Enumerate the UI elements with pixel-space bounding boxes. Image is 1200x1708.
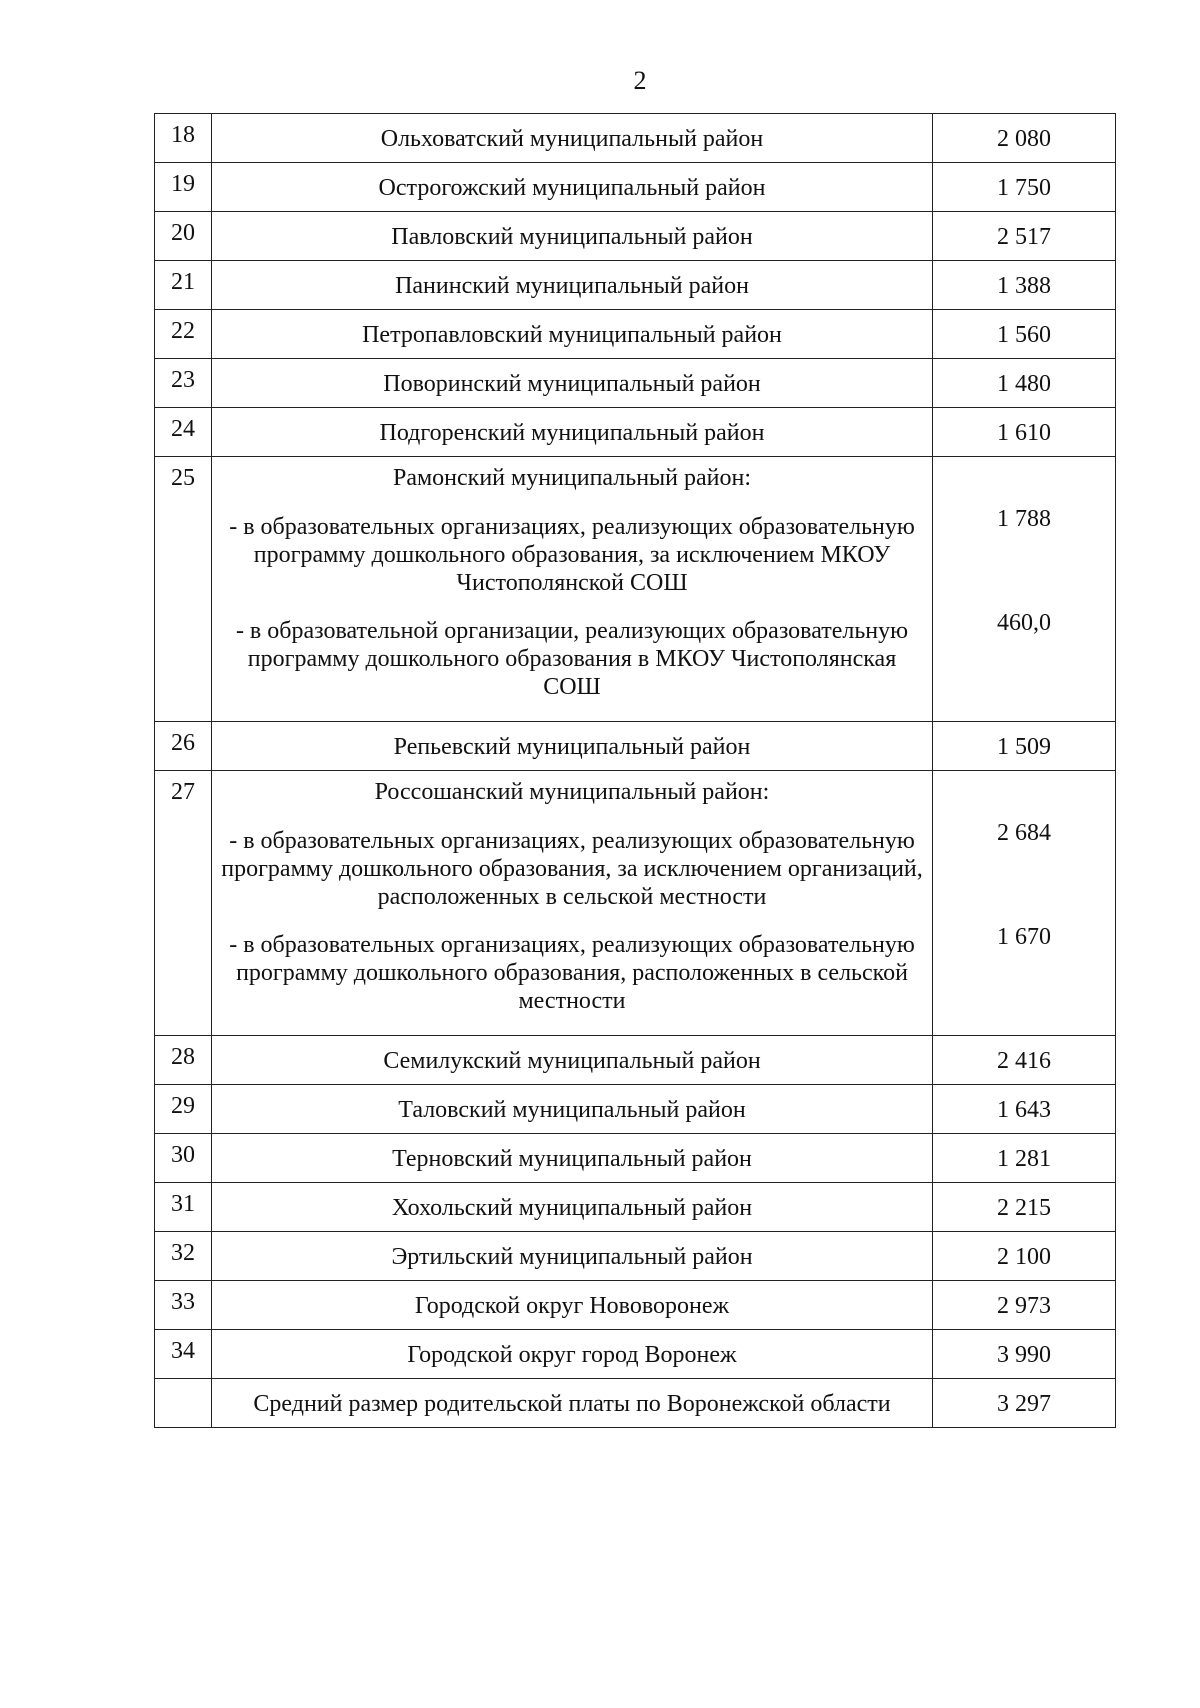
sub-item-text: - в образовательных организациях, реализующих образовательную программу дошкольного образования, за исключением МКОУ Чистополянской СОШ — [229, 514, 915, 596]
district-name: Поворинский муниципальный район — [212, 359, 933, 408]
district-name: Репьевский муниципальный район — [212, 722, 933, 771]
table-row — [155, 1183, 1116, 1232]
fee-value: 2 517 — [933, 212, 1116, 261]
district-group-cell — [212, 771, 933, 1036]
fee-value: 1 560 — [933, 310, 1116, 359]
table-row — [155, 212, 1116, 261]
district-name: Подгоренский муниципальный район — [212, 408, 933, 457]
table-row — [155, 408, 1116, 457]
table-row — [155, 310, 1116, 359]
fee-value: 1 670 — [997, 924, 1051, 950]
row-number: 27 — [155, 771, 212, 1036]
sub-item-text: - в образовательной организации, реализующих образовательную программу дошкольного образования в МКОУ Чистополянская СОШ — [235, 618, 909, 700]
table-row — [155, 359, 1116, 408]
district-name: Рамонский муниципальный район: — [392, 465, 752, 491]
row-number: 29 — [155, 1085, 212, 1134]
table-row — [155, 163, 1116, 212]
total-label: Средний размер родительской платы по Воронежской области — [212, 1379, 933, 1428]
row-number: 22 — [155, 310, 212, 359]
district-name: Панинский муниципальный район — [212, 261, 933, 310]
fee-value: 2 416 — [933, 1036, 1116, 1085]
district-name: Петропавловский муниципальный район — [212, 310, 933, 359]
fee-table — [154, 113, 1116, 1428]
row-number: 34 — [155, 1330, 212, 1379]
district-name: Россошанский муниципальный район: — [374, 779, 770, 805]
total-value: 3 297 — [933, 1379, 1116, 1428]
table-row-group — [155, 771, 1116, 1036]
fee-value: 1 750 — [933, 163, 1116, 212]
fee-value: 2 684 — [997, 820, 1051, 846]
fee-value: 1 643 — [933, 1085, 1116, 1134]
fee-group-cell — [933, 457, 1116, 722]
table-row — [155, 1330, 1116, 1379]
row-number: 33 — [155, 1281, 212, 1330]
table-row — [155, 722, 1116, 771]
fee-value: 1 610 — [933, 408, 1116, 457]
page-number: 2 — [633, 66, 647, 95]
row-number: 26 — [155, 722, 212, 771]
fee-value: 3 990 — [933, 1330, 1116, 1379]
row-number: 32 — [155, 1232, 212, 1281]
fee-value: 1 509 — [933, 722, 1116, 771]
table-row — [155, 1281, 1116, 1330]
district-name: Ольховатский муниципальный район — [212, 114, 933, 163]
fee-value: 2 215 — [933, 1183, 1116, 1232]
district-name: Таловский муниципальный район — [212, 1085, 933, 1134]
row-number: 18 — [155, 114, 212, 163]
table-row — [155, 1085, 1116, 1134]
row-number: 28 — [155, 1036, 212, 1085]
district-name: Семилукский муниципальный район — [212, 1036, 933, 1085]
district-name: Терновский муниципальный район — [212, 1134, 933, 1183]
table-row — [155, 1134, 1116, 1183]
fee-value: 2 973 — [933, 1281, 1116, 1330]
district-name: Хохольский муниципальный район — [212, 1183, 933, 1232]
table-row — [155, 1232, 1116, 1281]
row-number — [155, 1379, 212, 1428]
row-number: 30 — [155, 1134, 212, 1183]
row-number: 23 — [155, 359, 212, 408]
district-name: Городской округ Нововоронеж — [212, 1281, 933, 1330]
fee-value: 1 480 — [933, 359, 1116, 408]
district-name: Павловский муниципальный район — [212, 212, 933, 261]
sub-item-text: - в образовательных организациях, реализующих образовательную программу дошкольного образования, расположенных в сельской местности — [229, 932, 915, 1014]
fee-group-cell — [933, 771, 1116, 1036]
sub-item-text: - в образовательных организациях, реализующих образовательную программу дошкольного образования, за исключением организаций, расположенных в сельской местности — [221, 828, 923, 910]
row-number: 20 — [155, 212, 212, 261]
district-name: Острогожский муниципальный район — [212, 163, 933, 212]
table-row — [155, 114, 1116, 163]
row-number: 19 — [155, 163, 212, 212]
table-row — [155, 261, 1116, 310]
district-name: Городской округ город Воронеж — [212, 1330, 933, 1379]
fee-value: 2 080 — [933, 114, 1116, 163]
table-row-total — [155, 1379, 1116, 1428]
fee-value: 1 788 — [997, 506, 1051, 532]
table-row — [155, 1036, 1116, 1085]
fee-value: 460,0 — [997, 610, 1051, 636]
row-number: 31 — [155, 1183, 212, 1232]
row-number: 25 — [155, 457, 212, 722]
row-number: 24 — [155, 408, 212, 457]
fee-value: 1 281 — [933, 1134, 1116, 1183]
district-group-cell — [212, 457, 933, 722]
fee-value: 1 388 — [933, 261, 1116, 310]
district-name: Эртильский муниципальный район — [212, 1232, 933, 1281]
table-row-group — [155, 457, 1116, 722]
row-number: 21 — [155, 261, 212, 310]
fee-value: 2 100 — [933, 1232, 1116, 1281]
